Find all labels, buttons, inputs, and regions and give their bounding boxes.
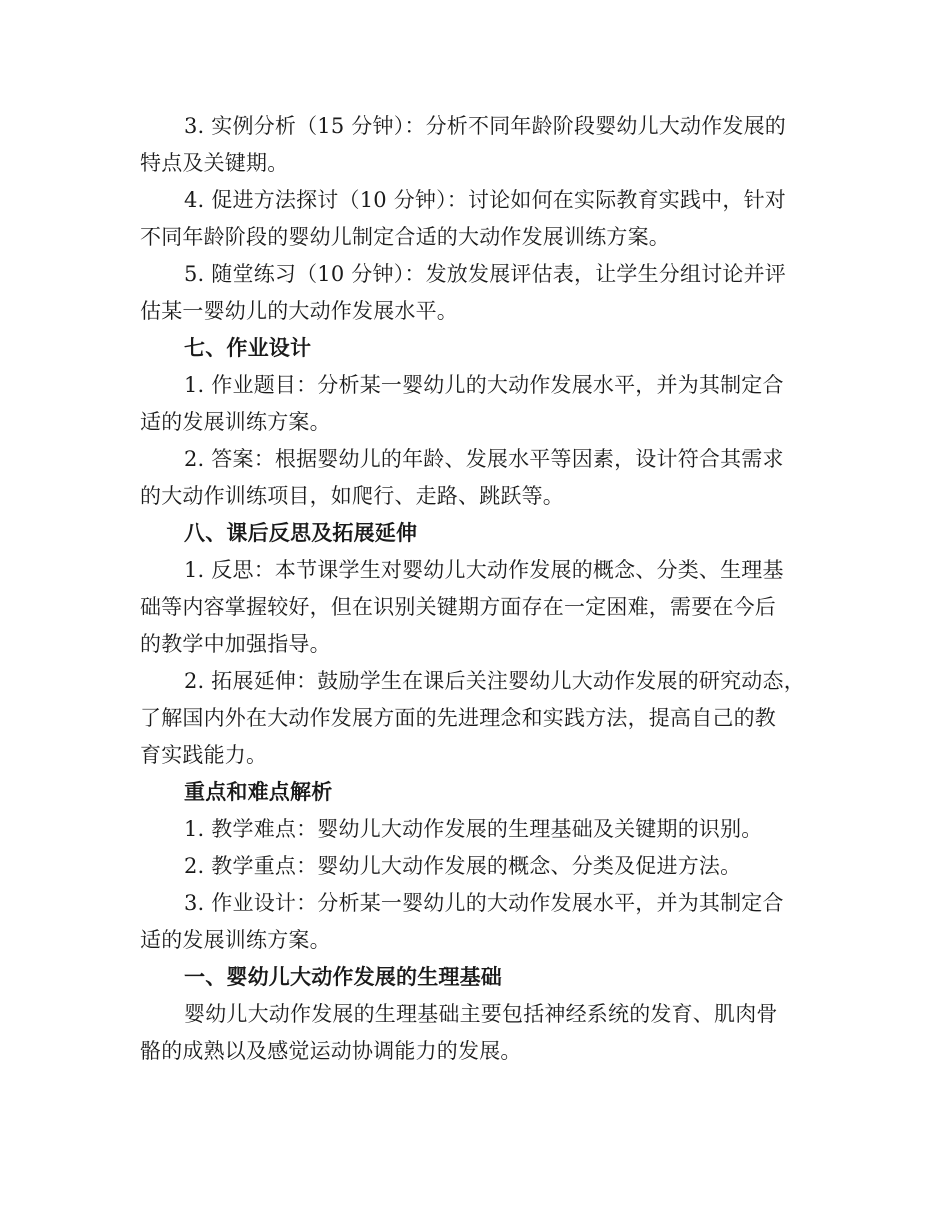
paragraph-line: 1. 作业题目：分析某一婴幼儿的大动作发展水平，并为其制定合 xyxy=(184,373,784,397)
paragraph-line: 特点及关键期。 xyxy=(140,151,289,175)
paragraph-line: 的大动作训练项目，如爬行、走路、跳跃等。 xyxy=(140,484,564,508)
paragraph-line: 础等内容掌握较好，但在识别关键期方面存在一定困难，需要在今后 xyxy=(140,595,776,619)
paragraph-line: 3. 实例分析（15 分钟）：分析不同年龄阶段婴幼儿大动作发展的 xyxy=(184,114,787,138)
paragraph-line: 不同年龄阶段的婴幼儿制定合适的大动作发展训练方案。 xyxy=(140,225,670,249)
paragraph-line: 骼的成熟以及感觉运动协调能力的发展。 xyxy=(140,1039,522,1063)
document-page xyxy=(140,108,820,1070)
paragraph-line: 的教学中加强指导。 xyxy=(140,632,331,656)
paragraph-line: 婴幼儿大动作发展的生理基础主要包括神经系统的发育、肌肉骨 xyxy=(184,1002,778,1026)
paragraph-line: 2. 拓展延伸：鼓励学生在课后关注婴幼儿大动作发展的研究动态， xyxy=(184,669,805,693)
paragraph-line: 2. 答案：根据婴幼儿的年龄、发展水平等因素，设计符合其需求 xyxy=(184,447,784,471)
paragraph-line: 1. 反思：本节课学生对婴幼儿大动作发展的概念、分类、生理基 xyxy=(184,558,784,582)
paragraph-line: 2. 教学重点：婴幼儿大动作发展的概念、分类及促进方法。 xyxy=(184,854,742,878)
section-heading-physiology: 一、婴幼儿大动作发展的生理基础 xyxy=(184,965,502,989)
paragraph-line: 估某一婴幼儿的大动作发展水平。 xyxy=(140,299,458,323)
paragraph-line: 4. 促进方法探讨（10 分钟）：讨论如何在实际教育实践中，针对 xyxy=(184,188,787,212)
paragraph-line: 5. 随堂练习（10 分钟）：发放发展评估表，让学生分组讨论并评 xyxy=(184,262,787,286)
paragraph-line: 适的发展训练方案。 xyxy=(140,410,331,434)
paragraph-line: 适的发展训练方案。 xyxy=(140,928,331,952)
section-heading-reflection: 八、课后反思及拓展延伸 xyxy=(184,521,418,545)
section-heading-homework: 七、作业设计 xyxy=(184,336,312,360)
paragraph-line: 3. 作业设计：分析某一婴幼儿的大动作发展水平，并为其制定合 xyxy=(184,891,784,915)
paragraph-line: 育实践能力。 xyxy=(140,743,268,767)
paragraph-line: 1. 教学难点：婴幼儿大动作发展的生理基础及关键期的识别。 xyxy=(184,817,763,841)
section-heading-key-points: 重点和难点解析 xyxy=(184,780,333,804)
paragraph-line: 了解国内外在大动作发展方面的先进理念和实践方法，提高自己的教 xyxy=(140,706,776,730)
